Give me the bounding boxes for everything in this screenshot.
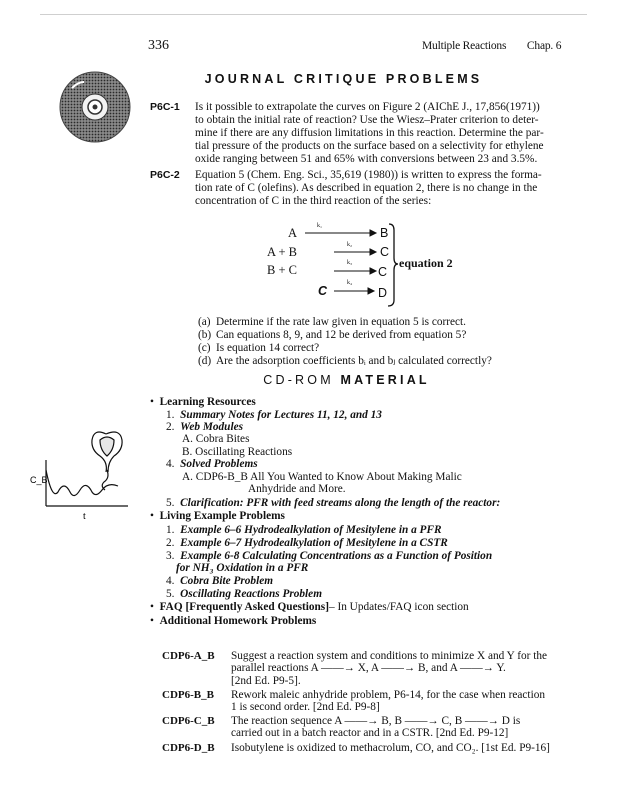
- journal-critique-heading: JOURNAL CRITIQUE PROBLEMS: [204, 72, 483, 86]
- graph-x-label: t: [83, 511, 86, 520]
- question-a: (a) Determine if the rate law given in equation 5 is correct.: [198, 316, 467, 328]
- running-header: [422, 40, 561, 52]
- reaction-1-right: B: [380, 226, 389, 240]
- page-number: 336: [148, 38, 169, 53]
- question-c: (c) Is equation 14 correct?: [198, 341, 320, 354]
- bullet-living-examples: • Living Example Problems: [150, 510, 285, 522]
- lep-item-4[interactable]: 4. Cobra Bite Problem: [166, 575, 274, 587]
- reaction-1-k: k₁: [317, 223, 323, 229]
- lep-item-2[interactable]: 2. Example 6–7 Hydrodealkylation of Mesitylene in a CSTR: [166, 537, 448, 549]
- lr-item-2[interactable]: 2. Web Modules: [166, 421, 244, 433]
- reaction-1-left: A: [287, 226, 297, 240]
- question-b: (b) Can equations 8, 9, and 12 be derived from equation 5?: [198, 328, 467, 341]
- section-title: Multiple Reactions: [422, 40, 507, 52]
- cdp6-c-id[interactable]: CDP6-C_B: [162, 715, 215, 727]
- question-d: (d) Are the adsorption coefficients bᵢ and bⱼ calculated correctly?: [198, 354, 492, 367]
- reaction-4-left: C: [317, 284, 327, 298]
- reaction-2-left: A + B: [267, 245, 297, 259]
- lep-item-3[interactable]: 3. Example 6-8 Calculating Concentrations as a Function of Position: [166, 550, 493, 562]
- reaction-4-right: D: [378, 286, 388, 300]
- lep-item-1[interactable]: 1. Example 6–6 Hydrodealkylation of Mesitylene in a PFR: [166, 524, 442, 536]
- cobra-concentration-graph: [28, 420, 138, 520]
- cdp6-d-id[interactable]: CDP6-D_B: [162, 742, 215, 754]
- lep-item-3-cont: for NH₃ Oxidation in a PFR: [176, 562, 309, 574]
- cdp6-b-id[interactable]: CDP6-B_B: [162, 689, 214, 701]
- lep-item-5[interactable]: 5. Oscillating Reactions Problem: [166, 588, 322, 600]
- question-list: [198, 316, 492, 368]
- lr-item-1[interactable]: 1. Summary Notes for Lectures 11, 12, and 13: [166, 409, 382, 421]
- bullet-learning-resources: • Learning Resources: [150, 396, 256, 408]
- cdp6-c-text: The reaction sequence A ——→ B, B ——→ C, B ——→ D is carried out in a batch reactor and in a CSTR. [2nd Ed. P9-12]: [231, 715, 521, 740]
- reaction-4-k: k₄: [347, 280, 353, 286]
- reaction-2-right: C: [380, 245, 390, 259]
- cdp6-a-text: Suggest a reaction system and conditions to minimize X and Y for the parallel reactions A ——→ X, A ——→ B, and A ——→ Y. [2nd Ed. P9-5].: [231, 650, 548, 687]
- reaction-3-left: B + C: [267, 263, 297, 277]
- reaction-2-k: k₂: [347, 242, 353, 248]
- reaction-3-right: C: [378, 265, 388, 279]
- chapter-label: Chap. 6: [526, 40, 562, 52]
- cdp6-a-id[interactable]: CDP6-A_B: [162, 650, 215, 662]
- lr-item-2a[interactable]: A. Cobra Bites: [182, 433, 250, 445]
- bullet-additional-homework: • Additional Homework Problems: [150, 615, 317, 627]
- problem-id-p6c2: P6C-2: [150, 169, 180, 181]
- graph-y-label: C_B: [30, 475, 48, 485]
- reaction-scheme: [262, 220, 472, 308]
- lr-item-4a[interactable]: A. CDP6-B_B All You Wanted to Know About Making Malic: [182, 471, 462, 483]
- top-rule: [40, 14, 587, 15]
- cdp6-b-text: Rework maleic anhydride problem, P6-14, for the case when reaction 1 is second order. [2nd Ed. P9-8]: [231, 689, 546, 714]
- problem-id-p6c1: P6C-1: [150, 101, 180, 113]
- lr-item-4a-cont: Anhydride and More.: [248, 483, 346, 495]
- bullet-faq[interactable]: • FAQ [Frequently Asked Questions]– In Updates/FAQ icon section: [150, 601, 469, 613]
- cdp6-d-text: Isobutylene is oxidized to methacrolum, CO, and CO₂. [1st Ed. P9-16]: [231, 742, 550, 754]
- reaction-scheme-drawing: [262, 220, 472, 308]
- equation-label: equation 2: [399, 256, 453, 270]
- lr-item-2b[interactable]: B. Oscillating Reactions: [182, 446, 293, 458]
- cdrom-heading: CD-ROM MATERIAL: [263, 373, 430, 387]
- lr-item-4[interactable]: 4. Solved Problems: [166, 458, 258, 470]
- lr-item-5[interactable]: 5. Clarification: PFR with feed streams along the length of the reactor:: [166, 497, 501, 509]
- problem-text-p6c2: Equation 5 (Chem. Eng. Sci., 35,619 (1980)) is written to express the forma- tion rate of C (olefins). As described in equation 2, there is no change in the concentration of C in the third reaction of the series:: [195, 169, 542, 207]
- reaction-3-k: k₃: [347, 260, 353, 266]
- problem-text-p6c1: Is it possible to extrapolate the curves on Figure 2 (AIChE J., 17,856(1971)) to obtain the initial rate of reaction? Use the Wiesz–Prater criterion to deter- mine if there are any diffusion limitations in this reaction. Determine the par- tial pressure of the products on the surface based on a selectivity for ethylene oxide ranging between 51 and 65% with conversions between 23 and 3.5%.: [195, 101, 544, 165]
